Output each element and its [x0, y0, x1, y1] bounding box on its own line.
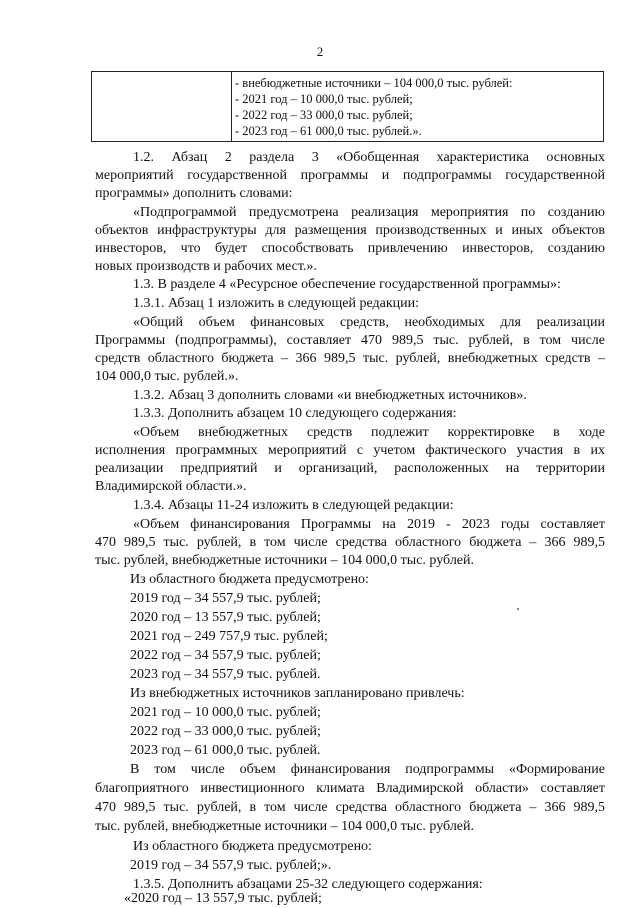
- table-line: - 2022 год – 33 000,0 тыс. рублей;: [235, 108, 413, 122]
- page-number: 2: [316, 44, 324, 59]
- text-line: В том числе объем финансирования подпрограммы «Формирование: [130, 762, 605, 777]
- table-line: - 2023 год – 61 000,0 тыс. рублей.».: [235, 124, 422, 138]
- text-line: Владимирской области.».: [95, 479, 247, 494]
- text-line: «Объем финансирования Программы на 2019 - 2023 годы составляет: [133, 517, 605, 532]
- text-line: Из областного бюджета предусмотрено:: [130, 572, 369, 587]
- financing-table: [91, 71, 604, 142]
- text-line: инвесторов, что будет способствовать привлечению инвесторов, созданию: [95, 241, 605, 256]
- text-line: реализации предприятий и организаций, расположенных на территории: [95, 461, 605, 476]
- text-line: 1.3.2. Абзац 3 дополнить словами «и внебюджетных источников».: [133, 388, 527, 403]
- text-line: 1.3. В разделе 4 «Ресурсное обеспечение государственной программы»:: [133, 277, 561, 292]
- text-line: новых производств и рабочих мест.».: [95, 259, 317, 274]
- text-line: объектов инфраструктуры для размещения производственных и иных объектов: [95, 223, 605, 238]
- text-line: «Общий объем финансовых средств, необходимых для реализации: [133, 315, 605, 330]
- text-line: средств областного бюджета – 366 989,5 тыс. рублей, внебюджетных средств –: [95, 351, 605, 366]
- text-line: 104 000,0 тыс. рублей.».: [95, 369, 239, 384]
- text-line: 1.3.1. Абзац 1 изложить в следующей редакции:: [133, 296, 420, 311]
- text-line: 2023 год – 34 557,9 тыс. рублей.: [130, 667, 321, 682]
- text-line: «2020 год – 13 557,9 тыс. рублей;: [124, 891, 322, 906]
- text-line: Из внебюджетных источников запланировано привлечь:: [130, 686, 465, 701]
- text-line: 1.2. Абзац 2 раздела 3 «Обобщенная характеристика основных: [133, 150, 605, 165]
- table-left-cell: [92, 72, 232, 142]
- text-line: 2020 год – 13 557,9 тыс. рублей;: [130, 610, 321, 625]
- text-line: программы» дополнить словами:: [95, 186, 293, 201]
- text-line: благоприятного инвестиционного климата Владимирской области» составляет: [95, 781, 605, 796]
- text-line: исполнения программных мероприятий с учетом фактического участия в их: [95, 443, 605, 458]
- text-line: 1.3.3. Дополнить абзацем 10 следующего содержания:: [133, 406, 457, 421]
- text-line: 2019 год – 34 557,9 тыс. рублей;: [130, 591, 321, 606]
- text-line: Программы (подпрограммы), составляет 470 989,5 тыс. рублей, в том числе: [95, 333, 605, 348]
- text-line: 470 989,5 тыс. рублей, в том числе средства областного бюджета – 366 989,5: [95, 535, 605, 550]
- text-line: 2023 год – 61 000,0 тыс. рублей.: [130, 743, 321, 758]
- text-line: тыс. рублей, внебюджетные источники – 104 000,0 тыс. рублей.: [95, 553, 475, 568]
- text-line: 2022 год – 33 000,0 тыс. рублей;: [130, 724, 321, 739]
- text-line: Из областного бюджета предусмотрено:: [133, 839, 372, 854]
- table-line: - внебюджетные источники – 104 000,0 тыс. рублей:: [235, 76, 513, 90]
- text-line: «Подпрограммой предусмотрена реализация мероприятия по созданию: [133, 205, 605, 220]
- scan-speck: [517, 608, 519, 610]
- text-line: 2021 год – 10 000,0 тыс. рублей;: [130, 705, 321, 720]
- text-line: 2019 год – 34 557,9 тыс. рублей;».: [130, 858, 332, 873]
- text-line: 2022 год – 34 557,9 тыс. рублей;: [130, 648, 321, 663]
- text-line: 2021 год – 249 757,9 тыс. рублей;: [130, 629, 328, 644]
- text-line: 470 989,5 тыс. рублей, в том числе средства областного бюджета – 366 989,5: [95, 800, 605, 815]
- table-right-cell: [232, 72, 604, 142]
- text-line: тыс. рублей, внебюджетные источники – 104 000,0 тыс. рублей.: [95, 819, 475, 834]
- table-line: - 2021 год – 10 000,0 тыс. рублей;: [235, 92, 413, 106]
- text-line: 1.3.5. Дополнить абзацами 25-32 следующего содержания:: [133, 877, 483, 892]
- text-line: мероприятий государственной программы и подпрограммы государственной: [95, 168, 605, 183]
- text-line: 1.3.4. Абзацы 11-24 изложить в следующей редакции:: [133, 498, 454, 513]
- text-line: «Объем внебюджетных средств подлежит корректировке в ходе: [133, 425, 605, 440]
